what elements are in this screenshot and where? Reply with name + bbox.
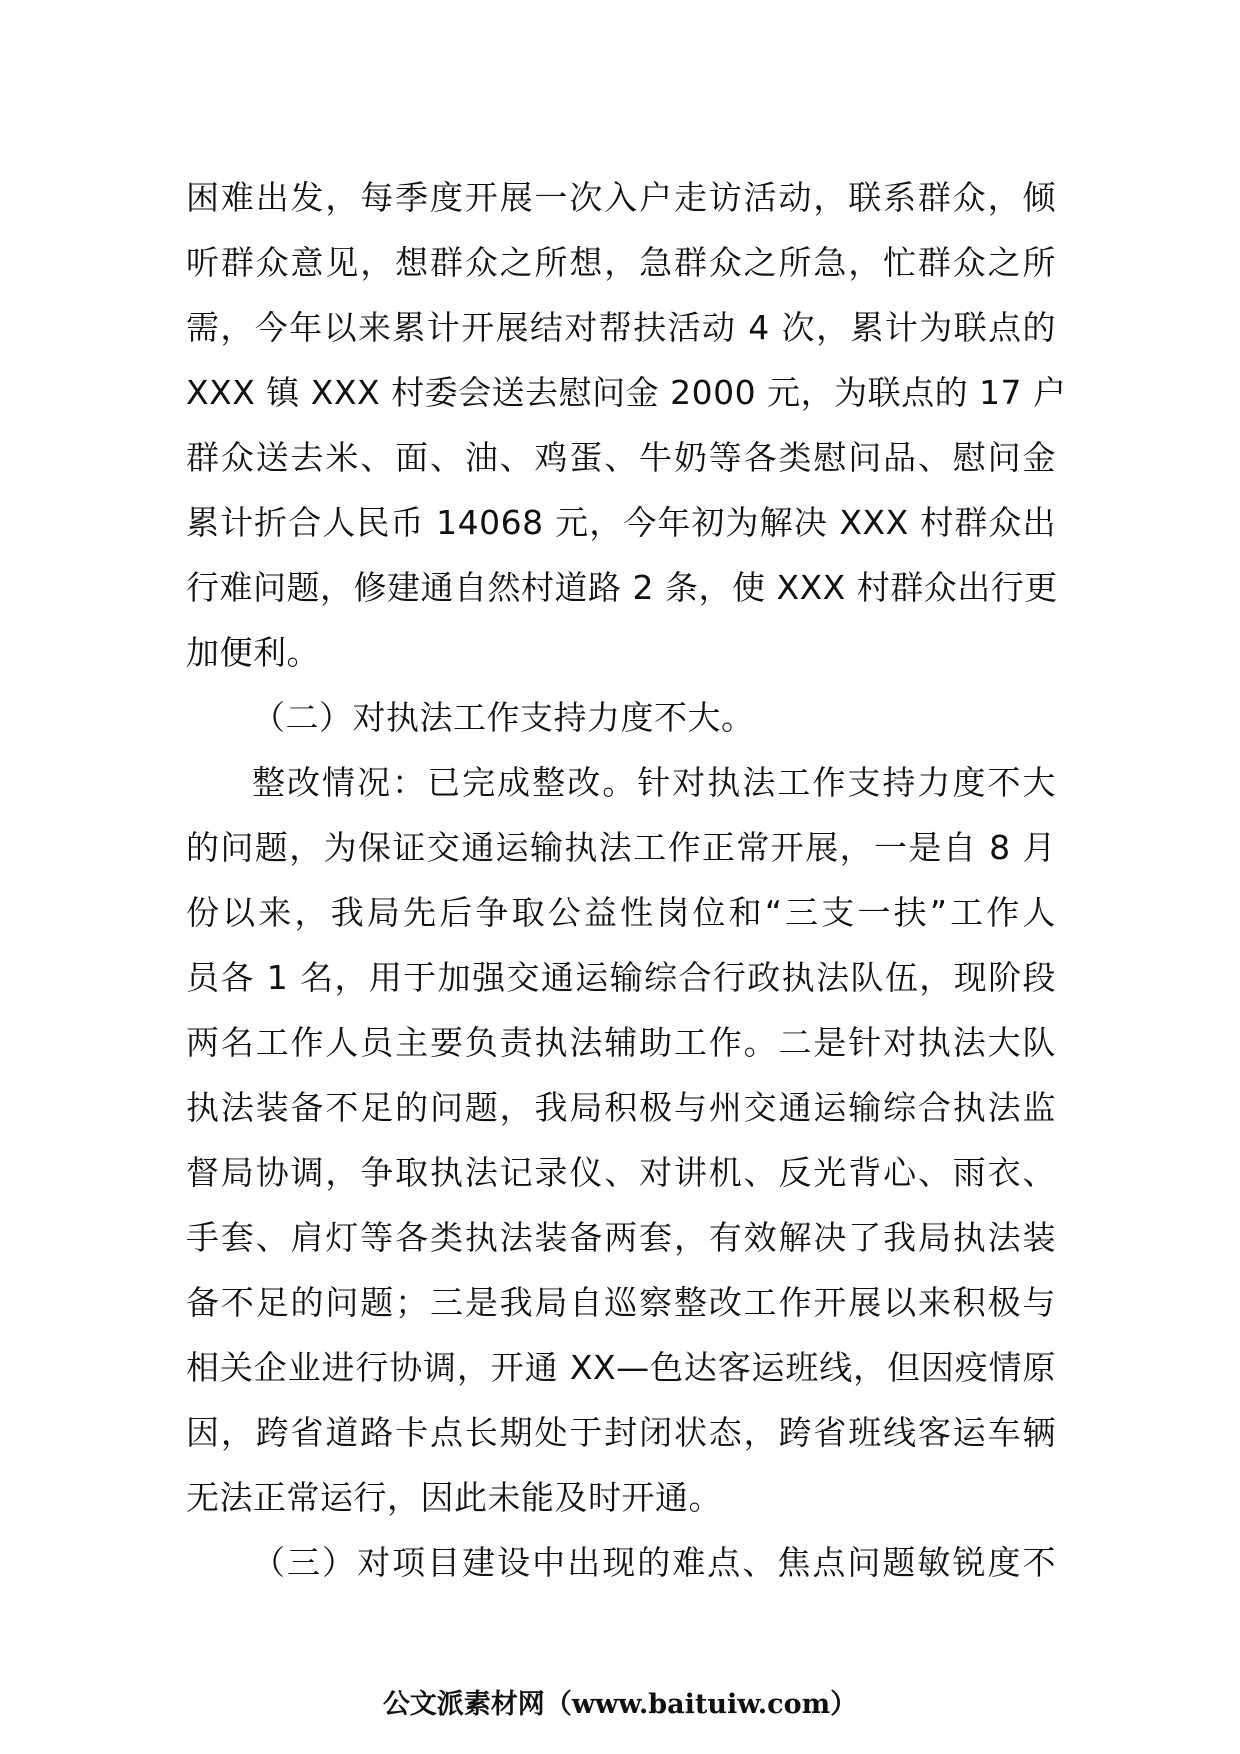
text-line: 因，跨省道路卡点长期处于封闭状态，跨省班线客运车辆 xyxy=(186,1413,1056,1452)
text-line: 无法正常运行，因此未能及时开通。 xyxy=(186,1478,722,1517)
page-footer xyxy=(0,1682,1240,1721)
text-line: 需，今年以来累计开展结对帮扶活动 4 次，累计为联点的 xyxy=(186,308,1056,347)
text-line: 的问题，为保证交通运输执法工作正常开展，一是自 8 月 xyxy=(186,828,1056,867)
text-line: 困难出发，每季度开展一次入户走访活动，联系群众，倾 xyxy=(186,178,1056,217)
section-heading: （三）对项目建设中出现的难点、焦点问题敏锐度不 xyxy=(252,1543,1056,1582)
text-line: 份以来，我局先后争取公益性岗位和“三支一扶”工作人 xyxy=(186,893,1056,932)
text-line: 员各 1 名，用于加强交通运输综合行政执法队伍，现阶段 xyxy=(186,958,1056,997)
text-line: 整改情况：已完成整改。针对执法工作支持力度不大 xyxy=(252,763,1056,802)
text-line: 群众送去米、面、油、鸡蛋、牛奶等各类慰问品、慰问金 xyxy=(186,438,1056,477)
text-line: 备不足的问题；三是我局自巡察整改工作开展以来积极与 xyxy=(186,1283,1056,1322)
text-line: 加便利。 xyxy=(186,633,320,672)
text-line: 听群众意见，想群众之所想，急群众之所急，忙群众之所 xyxy=(186,243,1056,282)
footer-site-name: 公文派素材网 xyxy=(382,1689,545,1720)
text-line: 行难问题，修建通自然村道路 2 条，使 XXX 村群众出行更 xyxy=(186,568,1058,607)
text-line: 累计折合人民币 14068 元，今年初为解决 XXX 村群众出 xyxy=(186,503,1056,542)
document-body xyxy=(186,165,1067,1595)
text-line: 两名工作人员主要负责执法辅助工作。二是针对执法大队 xyxy=(186,1023,1056,1062)
text-line: 手套、肩灯等各类执法装备两套，有效解决了我局执法装 xyxy=(186,1218,1056,1257)
text-line: 执法装备不足的问题，我局积极与州交通运输综合执法监 xyxy=(186,1088,1056,1127)
text-line: 相关企业进行协调，开通 XX—色达客运班线，但因疫情原 xyxy=(186,1348,1056,1387)
section-heading: （二）对执法工作支持力度不大。 xyxy=(252,698,755,737)
footer-url[interactable]: （www.baituiw.com） xyxy=(544,1689,858,1720)
text-line: 督局协调，争取执法记录仪、对讲机、反光背心、雨衣、 xyxy=(186,1153,1056,1192)
text-line: XXX 镇 XXX 村委会送去慰问金 2000 元，为联点的 17 户 xyxy=(186,373,1067,412)
